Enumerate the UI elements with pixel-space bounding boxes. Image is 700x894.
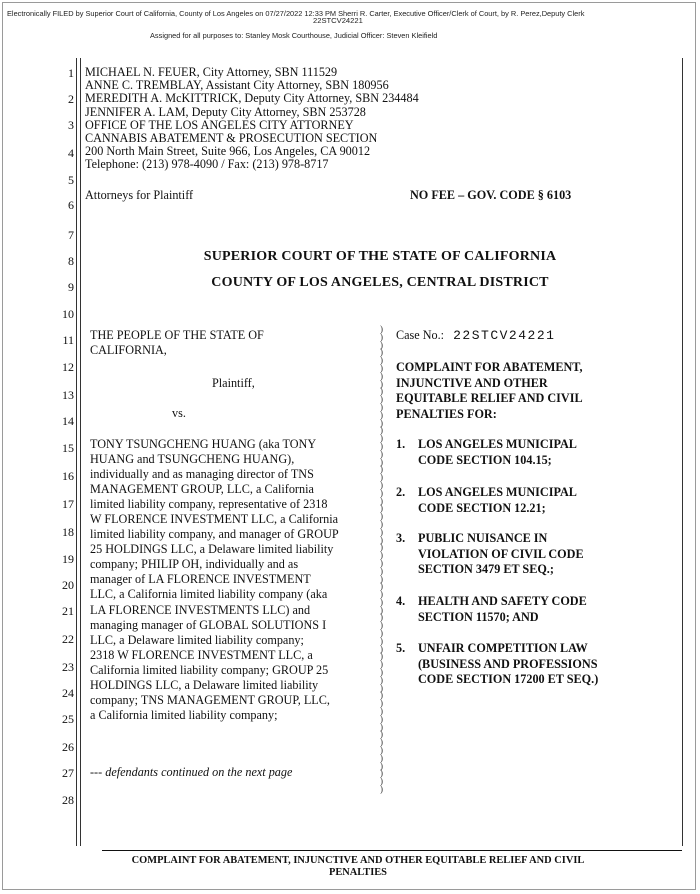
cause-text: LOS ANGELES MUNICIPAL <box>418 437 577 451</box>
cause-text: SECTION 11570; AND <box>418 609 539 624</box>
cause-text: VIOLATION OF CIVIL CODE <box>418 546 584 561</box>
defendant-line: company; PHILIP OH, individually and as <box>90 557 299 572</box>
defendants-list <box>90 437 339 723</box>
line-number: 22 <box>62 632 74 646</box>
line-number: 28 <box>62 793 74 807</box>
left-margin-rule <box>76 58 77 846</box>
line-number: 11 <box>62 333 74 347</box>
defendant-line: individually and as managing director of TNS <box>90 467 314 482</box>
attorney-line: 200 North Main Street, Suite 966, Los Angeles, CA 90012 <box>85 144 371 159</box>
cause-number: 4. <box>396 594 406 608</box>
line-number: 20 <box>62 578 74 592</box>
versus: vs. <box>172 406 186 420</box>
attorney-line: OFFICE OF THE LOS ANGELES CITY ATTORNEY <box>85 117 354 132</box>
cause-number: 5. <box>396 641 406 655</box>
court-name: SUPERIOR COURT OF THE STATE OF CALIFORNIA <box>203 249 557 264</box>
complaint-title <box>396 360 583 422</box>
attorney-block <box>85 66 419 172</box>
attorney-line: MICHAEL N. FEUER, City Attorney, SBN 111529 <box>85 65 338 79</box>
cause-number: 2. <box>396 485 406 499</box>
cause-text: LOS ANGELES MUNICIPAL <box>418 485 577 499</box>
cause-text: SECTION 3479 ET SEQ.; <box>418 562 554 576</box>
cause-text: (BUSINESS AND PROFESSIONS <box>418 656 598 671</box>
line-number: 7 <box>68 228 74 242</box>
plaintiff-name-cont: CALIFORNIA, <box>90 343 167 357</box>
defendant-line: managing manager of GLOBAL SOLUTIONS I <box>90 617 327 632</box>
no-fee-notice: NO FEE – GOV. CODE § 6103 <box>410 188 572 202</box>
cause-number: 3. <box>396 531 406 545</box>
line-number: 5 <box>68 173 74 187</box>
defendant-line: MANAGEMENT GROUP, LLC, a California <box>90 482 314 497</box>
defendant-line: TONY TSUNGCHENG HUANG (aka TONY <box>90 437 317 451</box>
cause-text: CODE SECTION 12.21; <box>418 500 546 515</box>
line-number: 14 <box>62 414 74 428</box>
right-margin-rule <box>682 58 683 846</box>
case-number-value: 22STCV24221 <box>453 328 556 343</box>
defendant-line: HUANG and TSUNGCHENG HUANG), <box>90 452 295 467</box>
plaintiff-name: THE PEOPLE OF THE STATE OF <box>90 328 264 342</box>
complaint-title-line: COMPLAINT FOR ABATEMENT, <box>396 360 583 374</box>
plaintiff-label: Plaintiff, <box>212 376 255 390</box>
cause-text: HEALTH AND SAFETY CODE <box>418 594 587 608</box>
line-number: 15 <box>62 441 74 455</box>
attorney-line: CANNABIS ABATEMENT & PROSECUTION SECTION <box>85 131 378 146</box>
case-number-label: Case No.: <box>396 328 445 342</box>
line-number: 1 <box>68 66 74 80</box>
defendant-line: manager of LA FLORENCE INVESTMENT <box>90 572 311 587</box>
defendant-line: LA FLORENCE INVESTMENTS LLC) and <box>90 602 311 617</box>
complaint-title-line: INJUNCTIVE AND OTHER <box>396 375 548 390</box>
line-number: 17 <box>62 497 74 511</box>
line-number: 3 <box>68 118 74 132</box>
footer-line: COMPLAINT FOR ABATEMENT, INJUNCTIVE AND OTHER EQUITABLE RELIEF AND CIVIL <box>131 855 585 866</box>
attorney-line: Telephone: (213) 978-4090 / Fax: (213) 978-8717 <box>85 157 329 172</box>
line-number: 24 <box>62 686 74 700</box>
line-number: 25 <box>62 712 74 726</box>
line-number: 12 <box>62 360 74 374</box>
line-number: 13 <box>62 388 74 402</box>
footer-line: PENALTIES <box>329 867 387 878</box>
left-margin-rule-inner <box>80 58 81 846</box>
defendant-line: limited liability company, representative of 2318 <box>90 497 328 512</box>
court-district: COUNTY OF LOS ANGELES, CENTRAL DISTRICT <box>211 275 549 290</box>
attorney-line: JENNIFER A. LAM, Deputy City Attorney, SBN 253728 <box>85 104 366 119</box>
line-number: 21 <box>62 604 74 618</box>
cause-text: UNFAIR COMPETITION LAW <box>418 641 588 655</box>
footer-rule <box>102 850 682 851</box>
defendant-line: HOLDINGS LLC, a Delaware limited liability <box>90 677 319 692</box>
cause-text: CODE SECTION 17200 ET SEQ.) <box>418 672 599 686</box>
defendant-line: LLC, a Delaware limited liability company; <box>90 632 304 647</box>
cause-number: 1. <box>396 437 406 451</box>
defendant-line: 2318 W FLORENCE INVESTMENT LLC, a <box>90 647 313 662</box>
defendants-continued: --- defendants continued on the next page <box>90 765 293 779</box>
filing-stamp: Electronically FILED by Superior Court of California, County of Los Angeles on 07/27/2022 12:33 PM Sherri R. Carter, Executive Officer/Clerk of Court, by R. Perez,Deputy Clerk <box>7 9 585 18</box>
case-number-row <box>396 328 555 343</box>
defendant-line: 25 HOLDINGS LLC, a Delaware limited liability <box>90 542 334 557</box>
line-number: 8 <box>68 254 74 268</box>
line-number: 6 <box>68 198 74 212</box>
assignment-line: Assigned for all purposes to: Stanley Mosk Courthouse, Judicial Officer: Steven Kleifield <box>150 31 438 40</box>
line-number: 9 <box>68 280 74 294</box>
line-number: 10 <box>62 307 74 321</box>
defendant-line: LLC, a California limited liability company (aka <box>90 587 328 602</box>
cause-text: PUBLIC NUISANCE IN <box>418 531 548 545</box>
footer-title <box>102 855 614 879</box>
cause-text: CODE SECTION 104.15; <box>418 452 552 467</box>
defendant-line: W FLORENCE INVESTMENT LLC, a California <box>90 512 339 527</box>
defendant-line: limited liability company, and manager of GROUP <box>90 527 339 542</box>
defendant-line: California limited liability company; GROUP 25 <box>90 662 329 677</box>
line-number: 4 <box>68 146 74 160</box>
attorneys-for: Attorneys for Plaintiff <box>85 188 194 202</box>
attorney-line: MEREDITH A. McKITTRICK, Deputy City Attorney, SBN 234484 <box>85 91 419 106</box>
line-number: 16 <box>62 469 74 483</box>
defendant-line: company; TNS MANAGEMENT GROUP, LLC, <box>90 692 330 707</box>
line-number: 26 <box>62 740 74 754</box>
line-number: 19 <box>62 552 74 566</box>
complaint-title-line: EQUITABLE RELIEF AND CIVIL <box>396 391 583 405</box>
line-number: 18 <box>62 525 74 539</box>
line-number: 2 <box>68 92 74 106</box>
caption-divider: ) ) ) ) ) ) ) ) ) ) ) ) ) ) ) ) ) ) ) ) ) ) ) ) ) ) ) ) ) ) ) ) ) ) ) ) ) ) ) ) ) ) ) ) ) ) ) ) ) ) ) ) ) ) ) ) ) ) ) ) <box>380 324 383 795</box>
line-number: 27 <box>62 766 74 780</box>
stamp-case-number: 22STCV24221 <box>313 16 363 25</box>
complaint-title-line: PENALTIES FOR: <box>396 406 497 421</box>
attorney-line: ANNE C. TREMBLAY, Assistant City Attorney, SBN 180956 <box>85 78 389 93</box>
defendant-line: a California limited liability company; <box>90 707 278 722</box>
line-number: 23 <box>62 660 74 674</box>
